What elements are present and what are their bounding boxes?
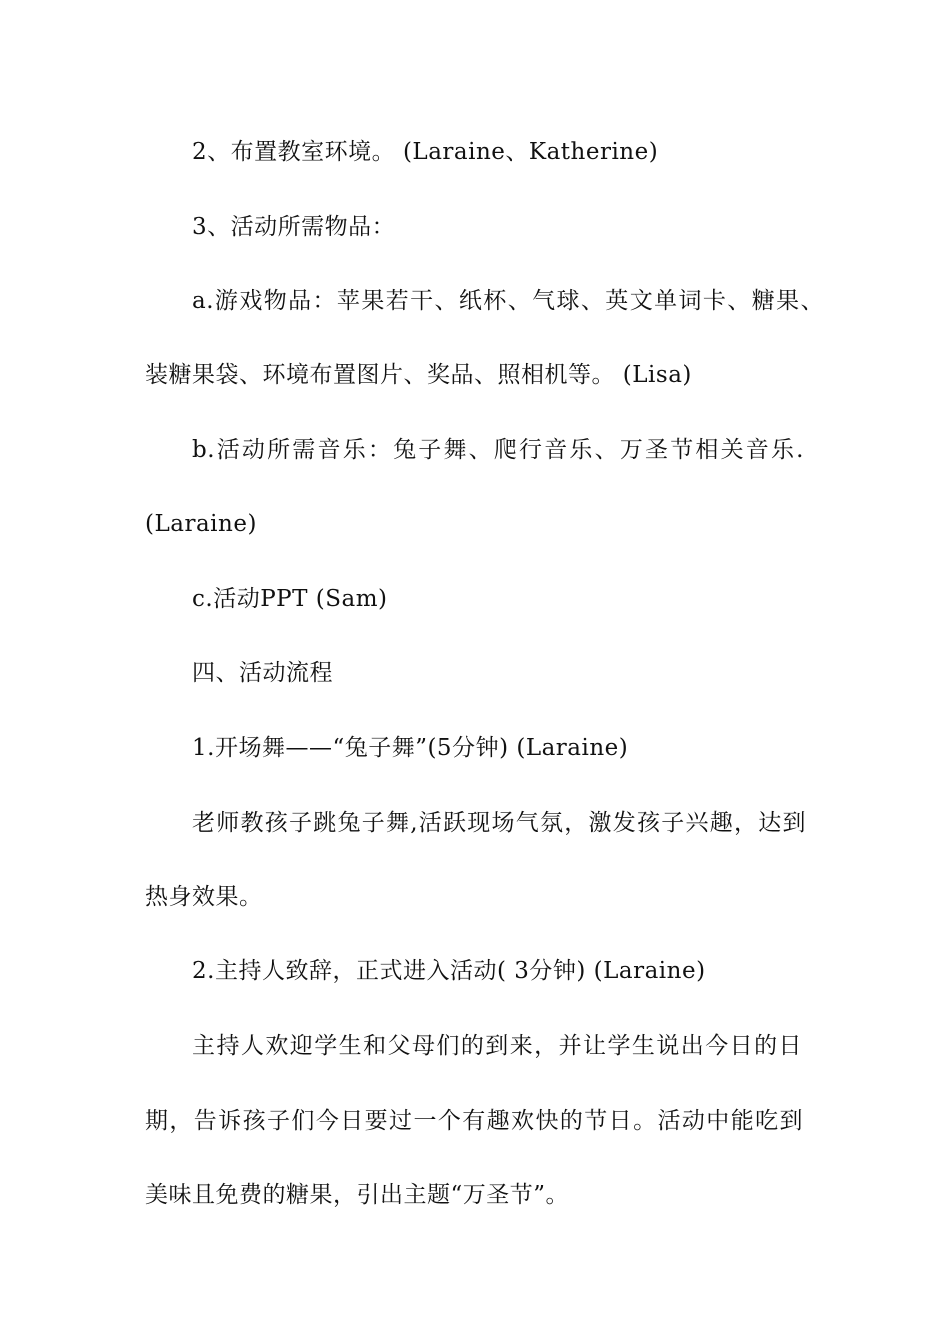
line-host-desc-cont: 期，告诉孩子们今日要过一个有趣欢快的节日。活动中能吃到 (145, 1108, 803, 1134)
line-music: b.活动所需音乐：兔子舞、爬行音乐、万圣节相关音乐. (192, 437, 804, 463)
line-host-desc: 主持人欢迎学生和父母们的到来，并让学生说出今日的日 (192, 1033, 802, 1059)
line-game-items: a.游戏物品：苹果若干、纸杯、气球、英文单词卡、糖果、 (192, 288, 824, 314)
line-host-speech: 2.主持人致辞，正式进入活动( 3分钟) (Laraine) (192, 958, 706, 984)
line-decorate-classroom: 2、布置教室环境。 (Laraine、Katherine) (192, 139, 659, 165)
line-dance-desc-cont: 热身效果。 (145, 884, 263, 910)
line-dance-desc: 老师教孩子跳兔子舞,活跃现场气氛，激发孩子兴趣，达到 (192, 810, 806, 836)
section-heading-process: 四、活动流程 (192, 660, 333, 686)
line-opening-dance: 1.开场舞——“兔子舞”(5分钟) (Laraine) (192, 735, 629, 761)
line-music-owner: (Laraine) (145, 511, 257, 537)
line-materials-heading: 3、活动所需物品： (192, 214, 396, 240)
line-host-desc-end: 美味且免费的糖果，引出主题“万圣节”。 (145, 1182, 570, 1208)
line-ppt: c.活动PPT (Sam) (192, 586, 388, 612)
line-game-items-cont: 装糖果袋、环境布置图片、奖品、照相机等。 (Lisa) (145, 362, 692, 388)
